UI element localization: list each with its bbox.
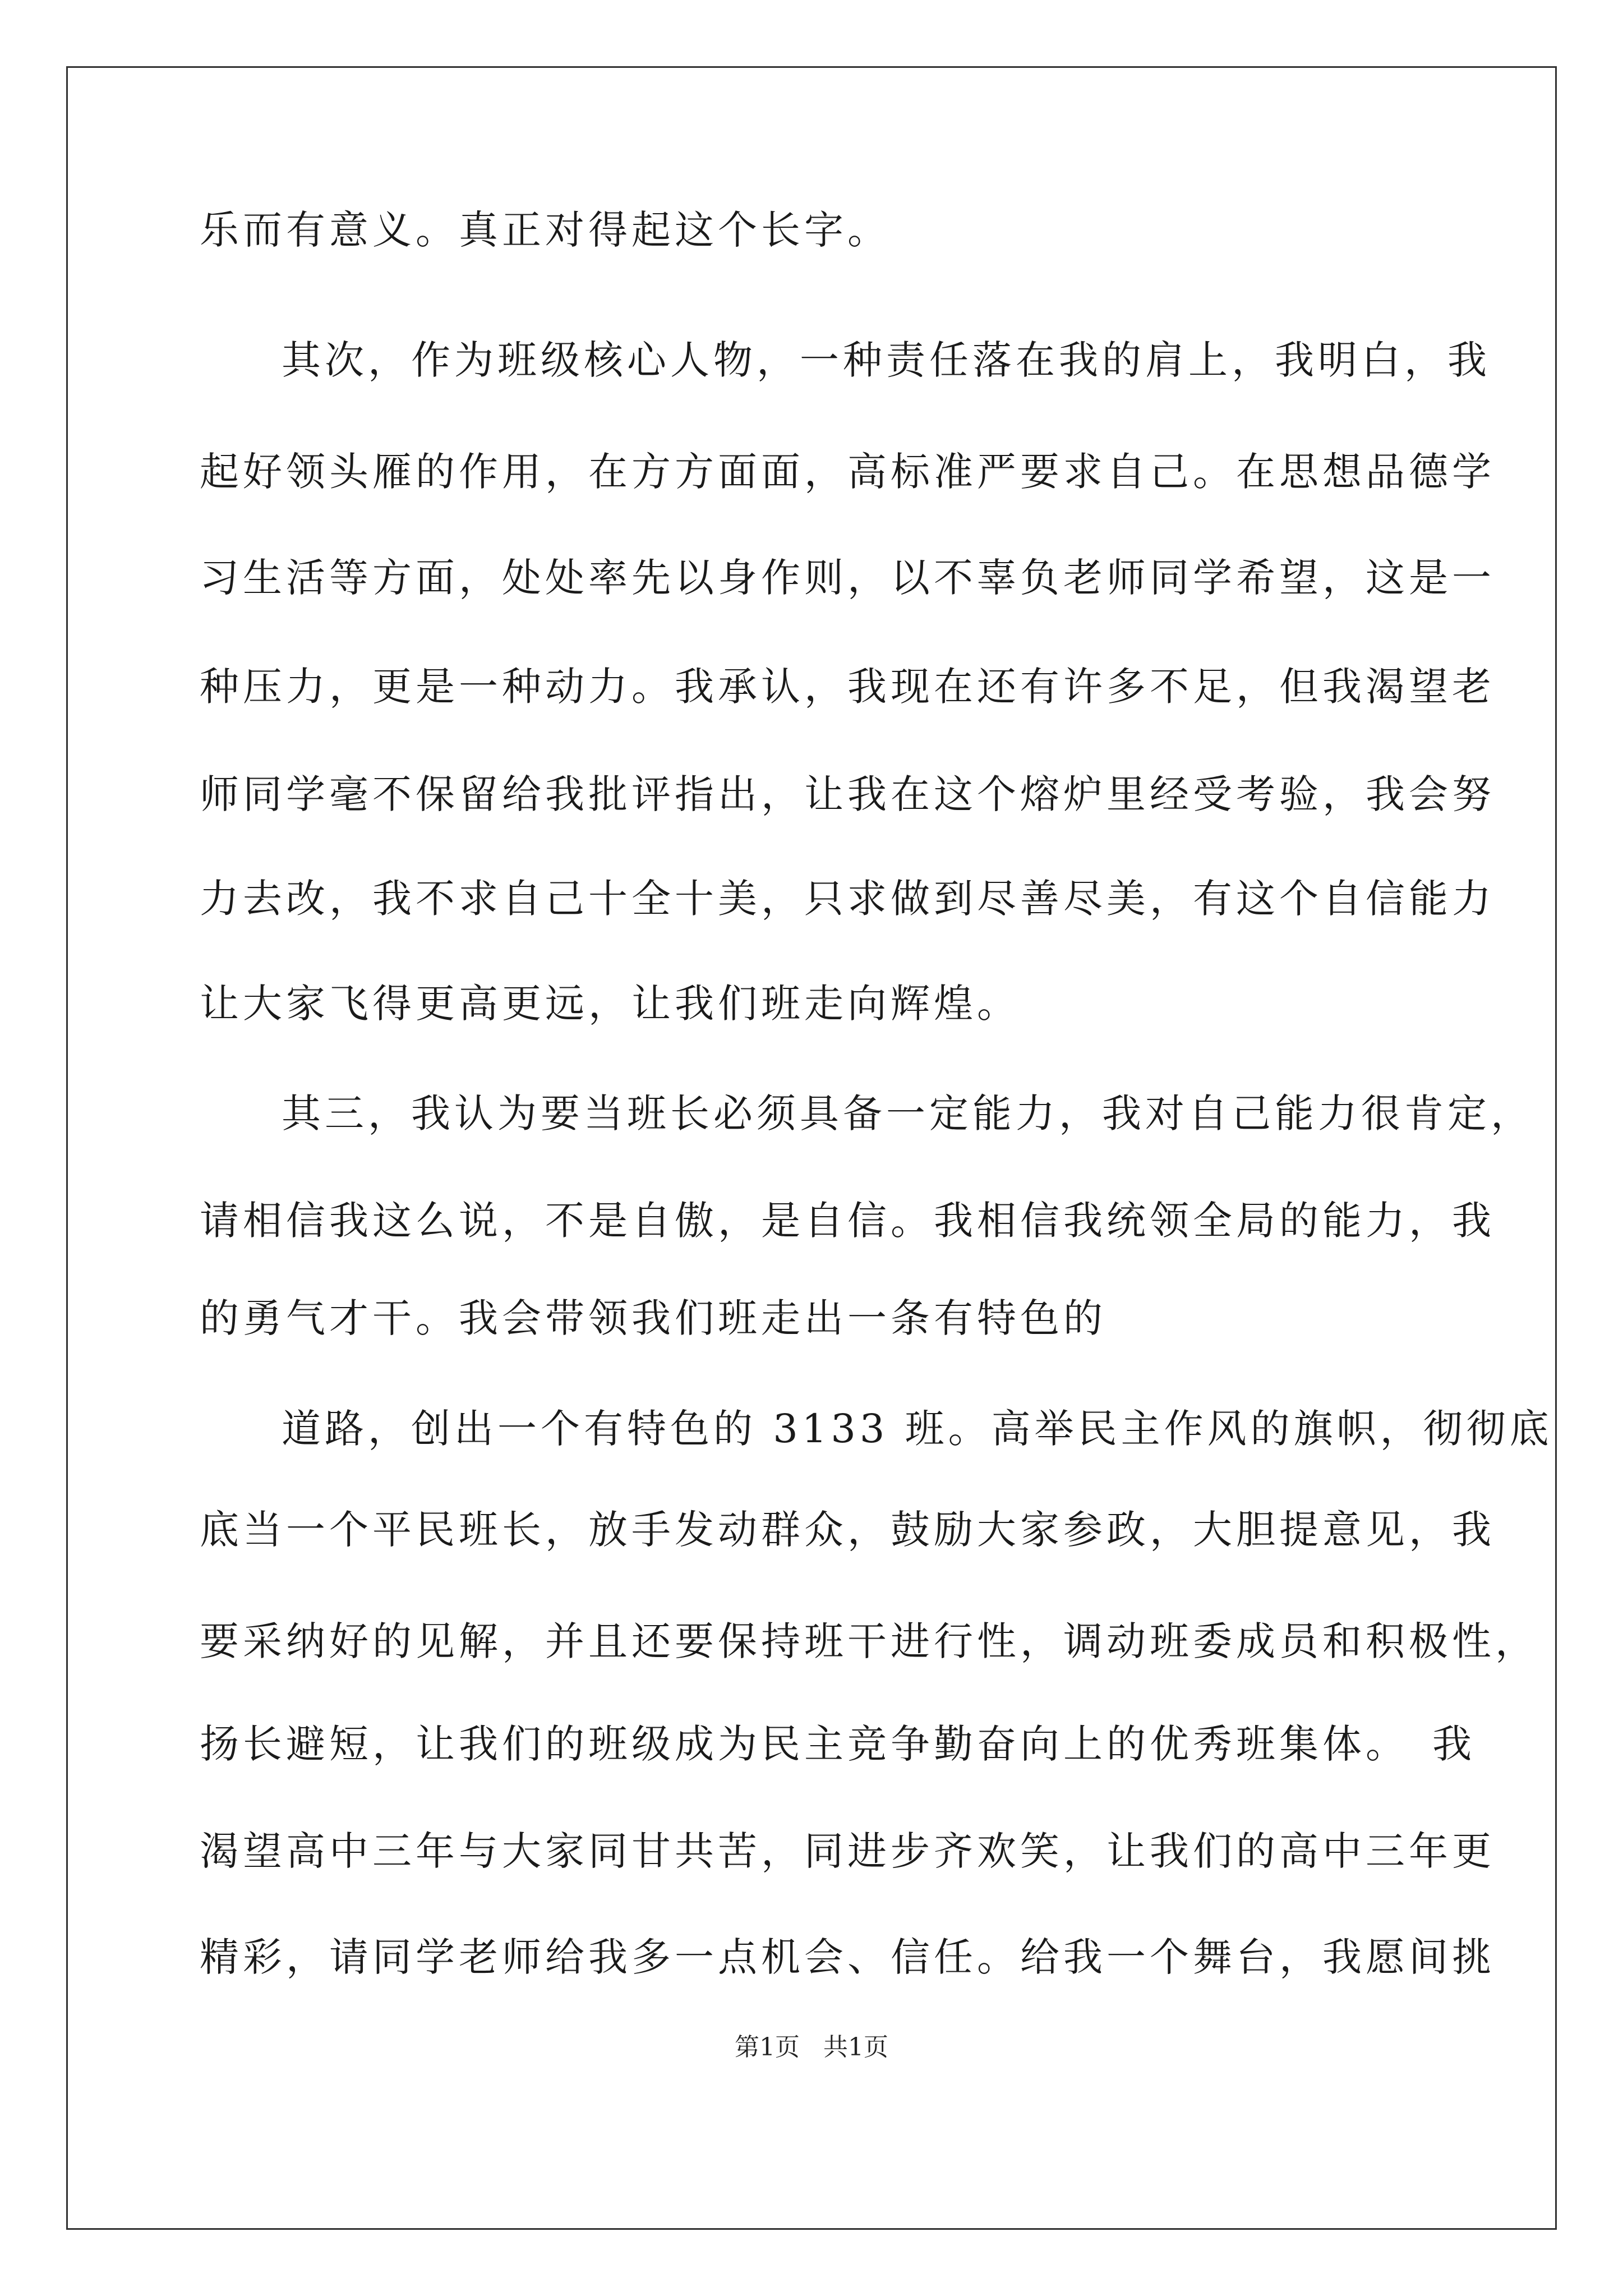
text-line: 其三，我认为要当班长必须具备一定能力，我对自己能力很肯定， — [282, 1091, 1534, 1137]
text-line: 扬长避短，让我们的班级成为民主竞争勤奋向上的优秀班集体。 我 — [200, 1721, 1476, 1767]
text-line: 力去改，我不求自己十全十美，只求做到尽善尽美，有这个自信能力 — [200, 876, 1495, 922]
text-line: 道路，创出一个有特色的 3133 班。高举民主作风的旗帜，彻彻底 — [282, 1406, 1553, 1452]
text-line: 的勇气才干。我会带领我们班走出一条有特色的 — [200, 1295, 1106, 1341]
page-number: 第1页 — [735, 2033, 800, 2062]
text-line: 请相信我这么说，不是自傲，是自信。我相信我统领全局的能力，我 — [200, 1198, 1495, 1244]
text-line: 渴望高中三年与大家同甘共苦，同进步齐欢笑，让我们的高中三年更 — [200, 1828, 1495, 1874]
page-footer — [0, 2031, 1623, 2064]
text-line: 底当一个平民班长，放手发动群众，鼓励大家参政，大胆提意见，我 — [200, 1507, 1495, 1553]
text-line: 习生活等方面，处处率先以身作则，以不辜负老师同学希望，这是一 — [200, 555, 1495, 601]
text-line: 让大家飞得更高更远，让我们班走向辉煌。 — [200, 981, 1020, 1027]
page-border — [66, 66, 1557, 2230]
page-total: 共1页 — [823, 2033, 888, 2062]
text-line: 师同学毫不保留给我批评指出，让我在这个熔炉里经受考验，我会努 — [200, 771, 1495, 817]
text-line: 要采纳好的见解，并且还要保持班干进行性，调动班委成员和积极性， — [200, 1618, 1538, 1664]
text-line: 乐而有意义。真正对得起这个长字。 — [200, 207, 891, 253]
text-line: 精彩，请同学老师给我多一点机会、信任。给我一个舞台，我愿间挑 — [200, 1934, 1495, 1980]
text-line: 起好领头雁的作用，在方方面面，高标准严要求自己。在思想品德学 — [200, 449, 1495, 495]
text-line: 其次，作为班级核心人物，一种责任落在我的肩上，我明白，我 — [282, 337, 1491, 383]
text-line: 种压力，更是一种动力。我承认，我现在还有许多不足，但我渴望老 — [200, 664, 1495, 710]
